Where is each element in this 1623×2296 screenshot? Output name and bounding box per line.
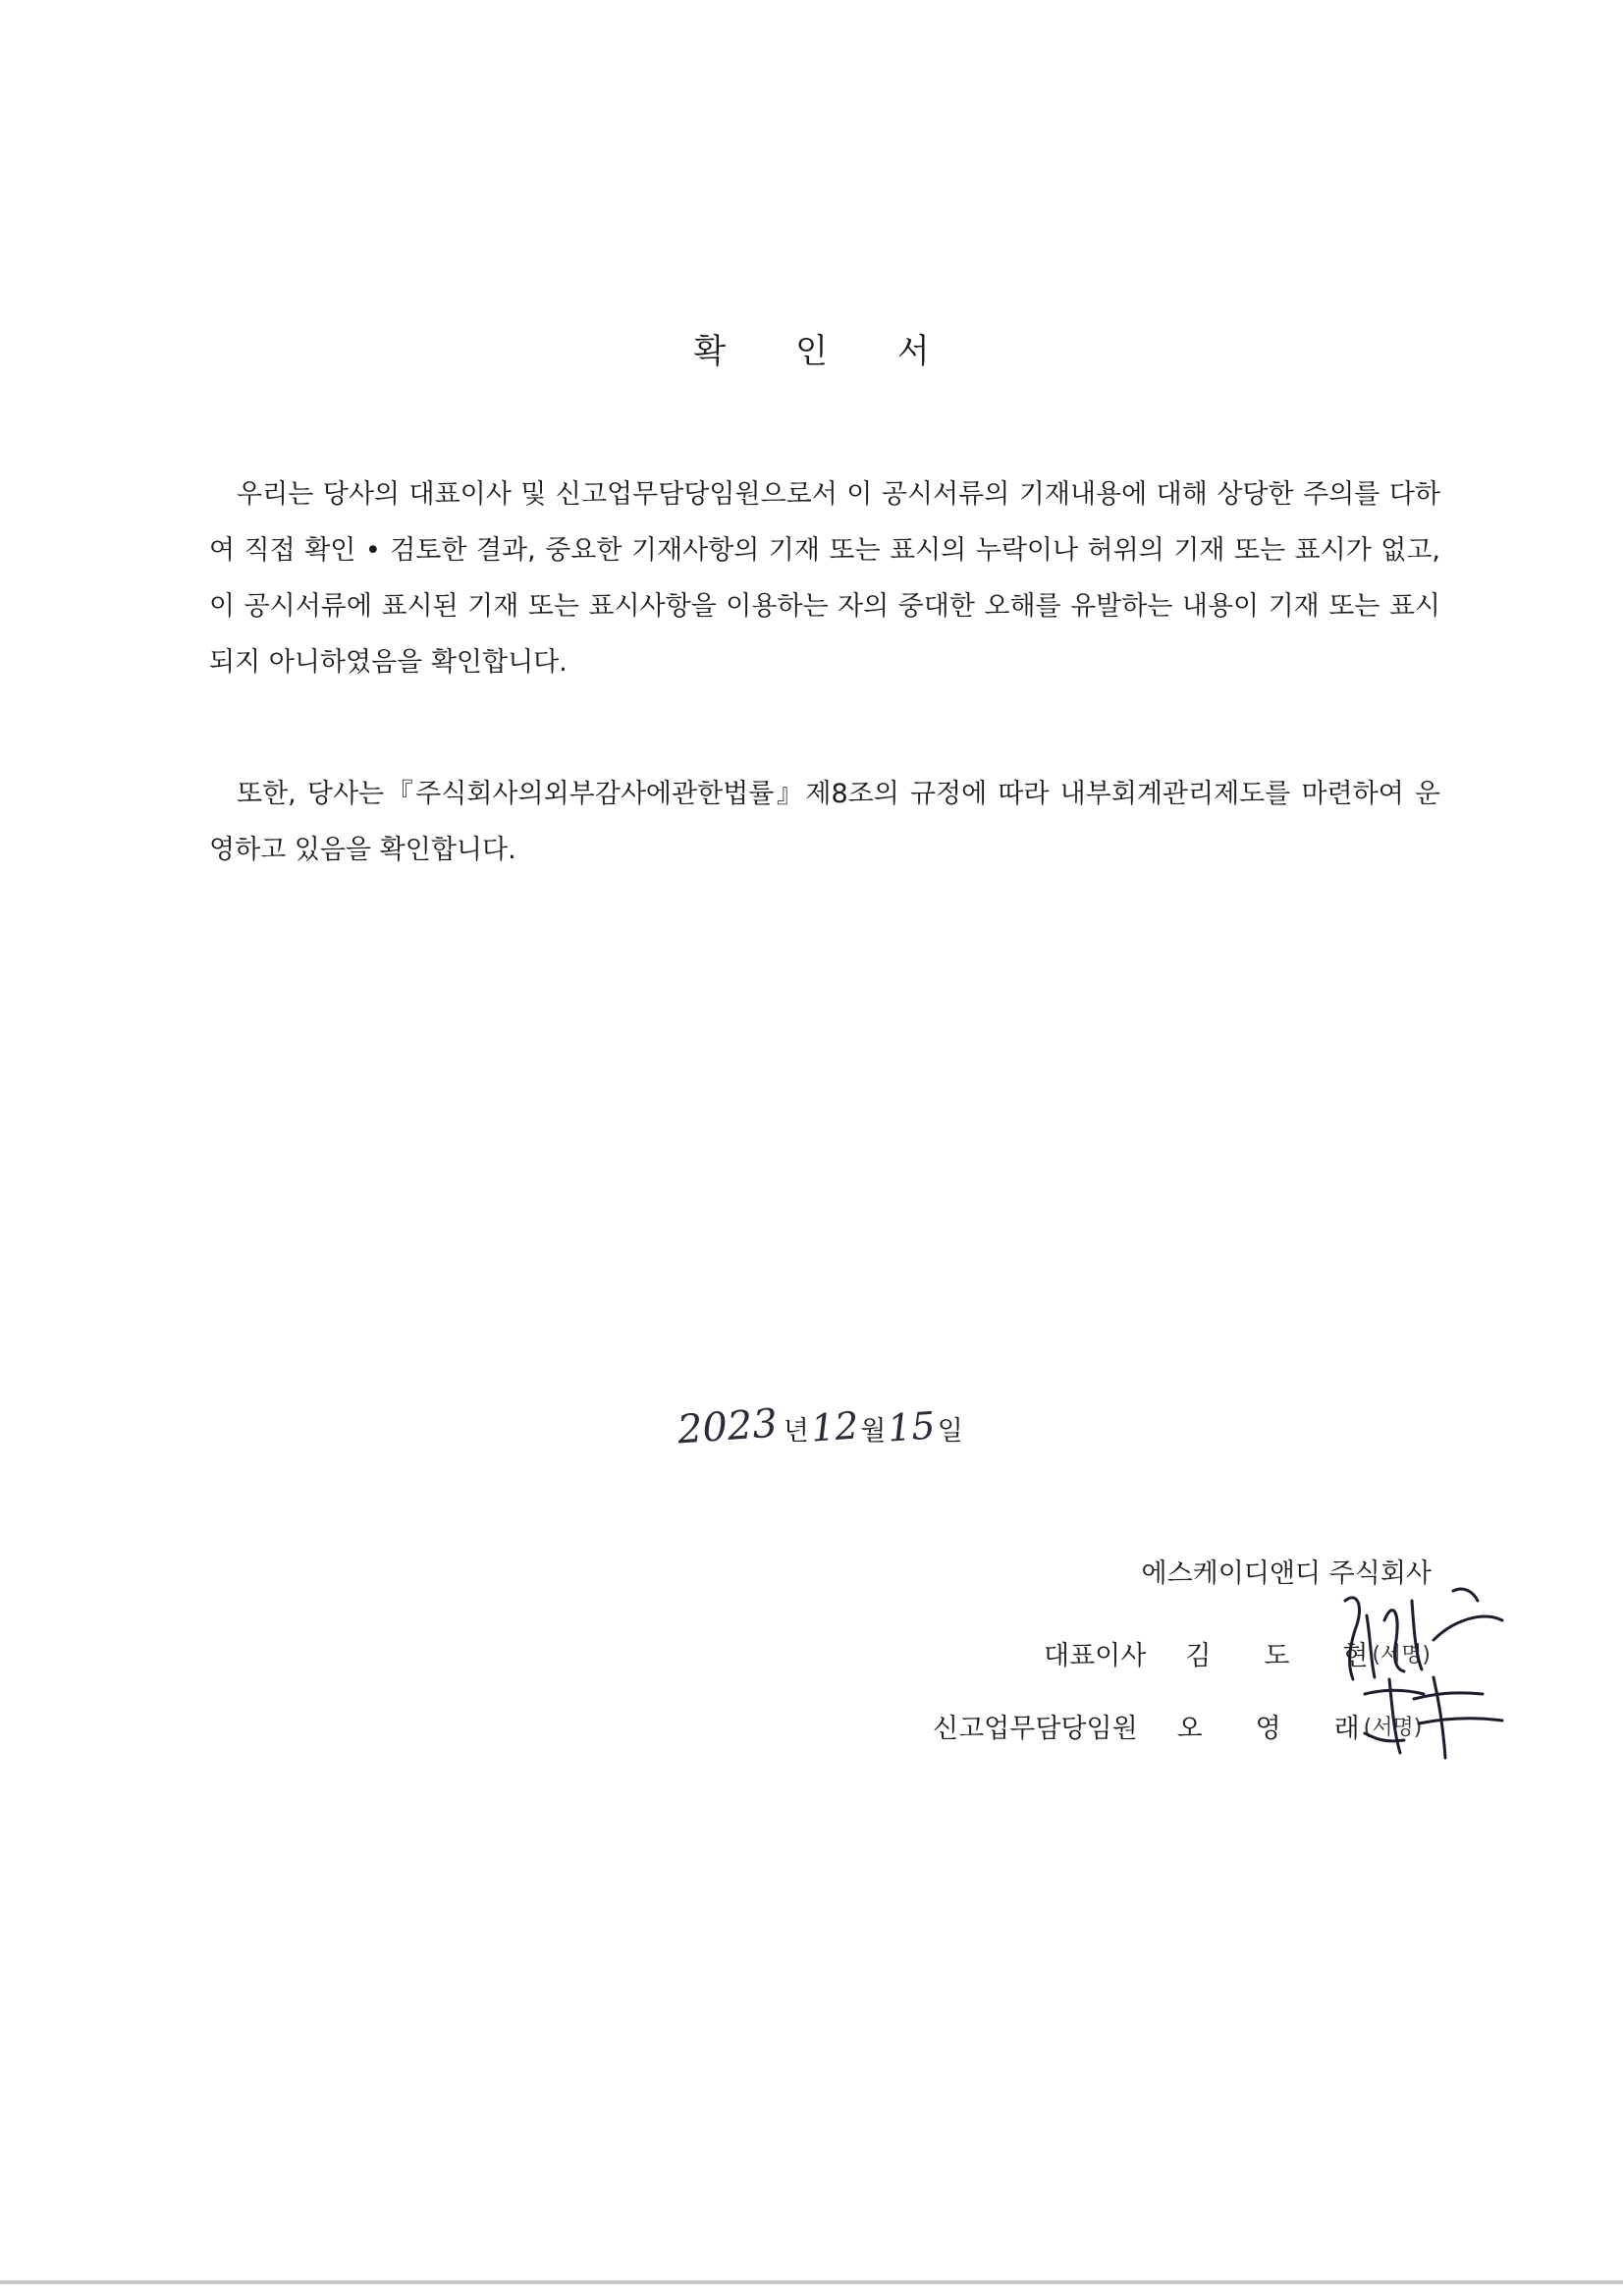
handwritten-signatures bbox=[1306, 1561, 1561, 1777]
ceo-role: 대표이사 bbox=[1044, 1641, 1147, 1671]
confirmation-paragraph: 우리는 당사의 대표이사 및 신고업무담당임원으로서 이 공시서류의 기재내용에 대해 상당한 주의를 다하여 직접 확인 • 검토한 결과, 중요한 기재사항의 기재 또는 표시의 누락이나 허위의 기재 또는 표시가 없고, 이 공시서류에 표시된 기재 또는 표시사항을 이용하는 자의 중대한 오해를 유발하는 내용이 기재 또는 표시되지 아니하였음을 확인합니다. bbox=[209, 479, 1440, 678]
officer-role: 신고업무담당임원 bbox=[933, 1714, 1138, 1744]
officer-name-char: 오 bbox=[1176, 1714, 1203, 1744]
signing-date bbox=[676, 1400, 963, 1453]
document-title: 확 인 서 bbox=[693, 332, 959, 371]
ceo-name-char: 김 bbox=[1185, 1641, 1212, 1671]
handwritten-month: 12 bbox=[809, 1403, 860, 1450]
officer-name-char: 래 bbox=[1333, 1714, 1360, 1744]
handwritten-day: 15 bbox=[886, 1403, 938, 1450]
officer-seal-label: (서명) bbox=[1363, 1716, 1423, 1740]
day-unit: 일 bbox=[937, 1416, 963, 1447]
month-unit: 월 bbox=[860, 1416, 887, 1447]
officer-name-char: 영 bbox=[1255, 1714, 1281, 1744]
page-bottom-edge bbox=[0, 2280, 1623, 2284]
ceo-name-char: 현 bbox=[1342, 1641, 1369, 1671]
company-name: 에스케이디앤디 주식회사 bbox=[1141, 1558, 1432, 1589]
year-unit: 년 bbox=[783, 1416, 809, 1447]
handwritten-year: 2023 bbox=[676, 1400, 780, 1453]
ceo-name-char: 도 bbox=[1264, 1641, 1290, 1671]
ceo-seal-label: (서명) bbox=[1372, 1643, 1431, 1667]
internal-control-paragraph: 또한, 당사는『주식회사의외부감사에관한법률』제8조의 규정에 따라 내부회계관리제도를 마련하여 운영하고 있음을 확인합니다. bbox=[209, 779, 1440, 865]
